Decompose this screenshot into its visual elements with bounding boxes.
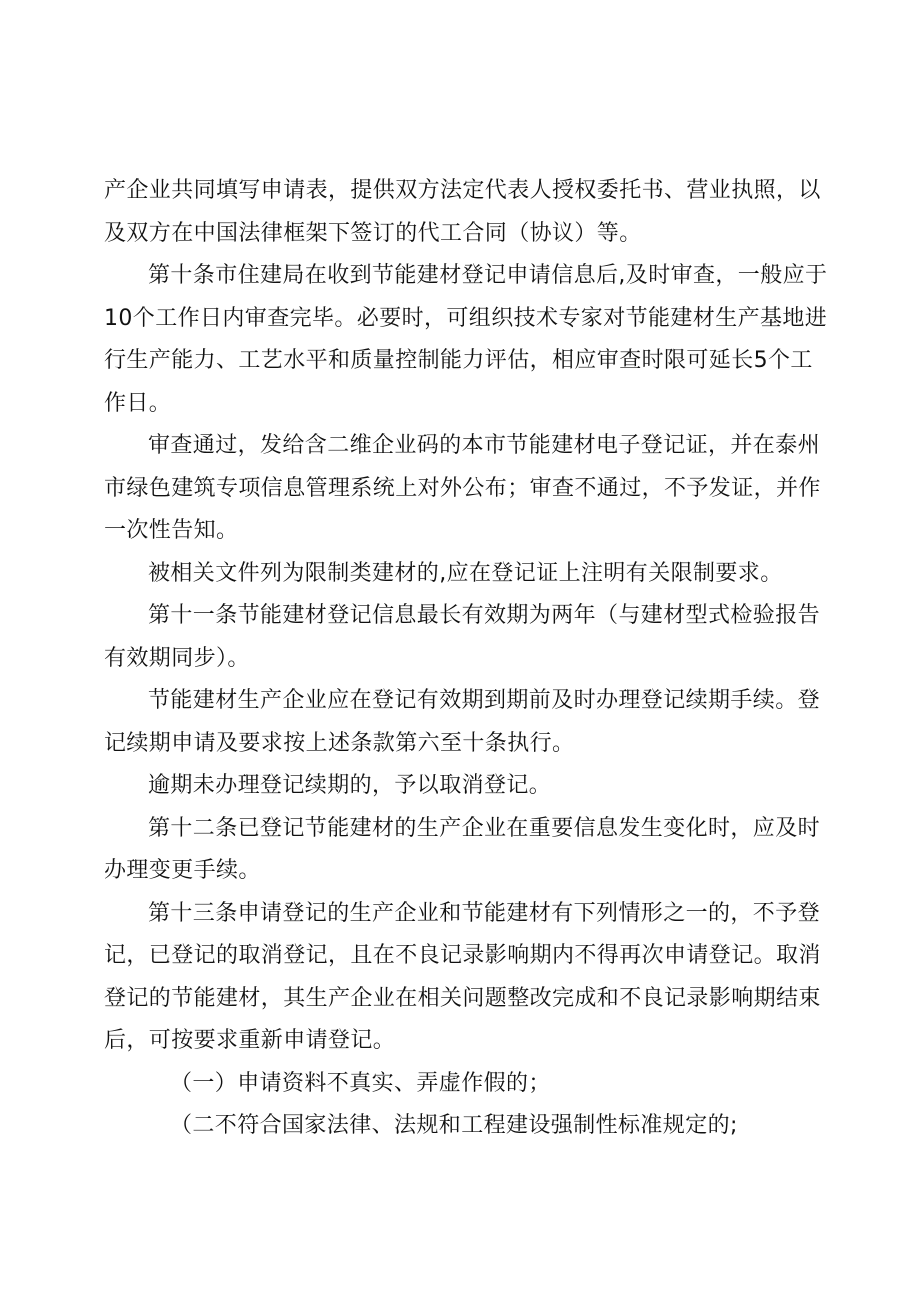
paragraph-review-result: 审查通过，发给含二维企业码的本市节能建材电子登记证，并在泰州市绿色建筑专项信息管理系统上对外公布；审查不通过，不予发证，并作一次性告知。	[104, 433, 821, 543]
paragraph-article-11: 第十一条节能建材登记信息最长有效期为两年（与建材型式检验报告有效期同步）。	[104, 603, 821, 671]
paragraph-continuation: 产企业共同填写申请表，提供双方法定代表人授权委托书、营业执照，以及双方在中国法律框架下签订的代工合同（协议）等。	[104, 178, 821, 246]
list-item-1: （一）申请资料不真实、弄虚作假的；	[170, 1070, 551, 1096]
paragraph-article-13: 第十三条申请登记的生产企业和节能建材有下列情形之一的，不予登记，已登记的取消登记，且在不良记录影响期内不得再次申请登记。取消登记的节能建材，其生产企业在相关问题整改完成和不良记录影响期结束后，可按要求重新申请登记。	[104, 900, 821, 1053]
list-item-2: （二不符合国家法律、法规和工程建设强制性标准规定的;	[170, 1113, 738, 1138]
paragraph-article-10: 第十条市住建局在收到节能建材登记申请信息后,及时审查，一般应于10个工作日内审查完毕。必要时，可组织技术专家对节能建材生产基地进行生产能力、工艺水平和质量控制能力评估，相应审查时限可延长5个工作日。	[104, 263, 828, 416]
paragraph-restricted-materials: 被相关文件列为限制类建材的,应在登记证上注明有关限制要求。	[148, 560, 783, 586]
paragraph-overdue: 逾期未办理登记续期的，予以取消登记。	[148, 773, 552, 798]
paragraph-renewal: 节能建材生产企业应在登记有效期到期前及时办理登记续期手续。登记续期申请及要求按上述条款第六至十条执行。	[104, 688, 821, 756]
paragraph-article-12: 第十二条已登记节能建材的生产企业在重要信息发生变化时，应及时办理变更手续。	[104, 815, 821, 883]
document-body	[104, 170, 834, 1148]
